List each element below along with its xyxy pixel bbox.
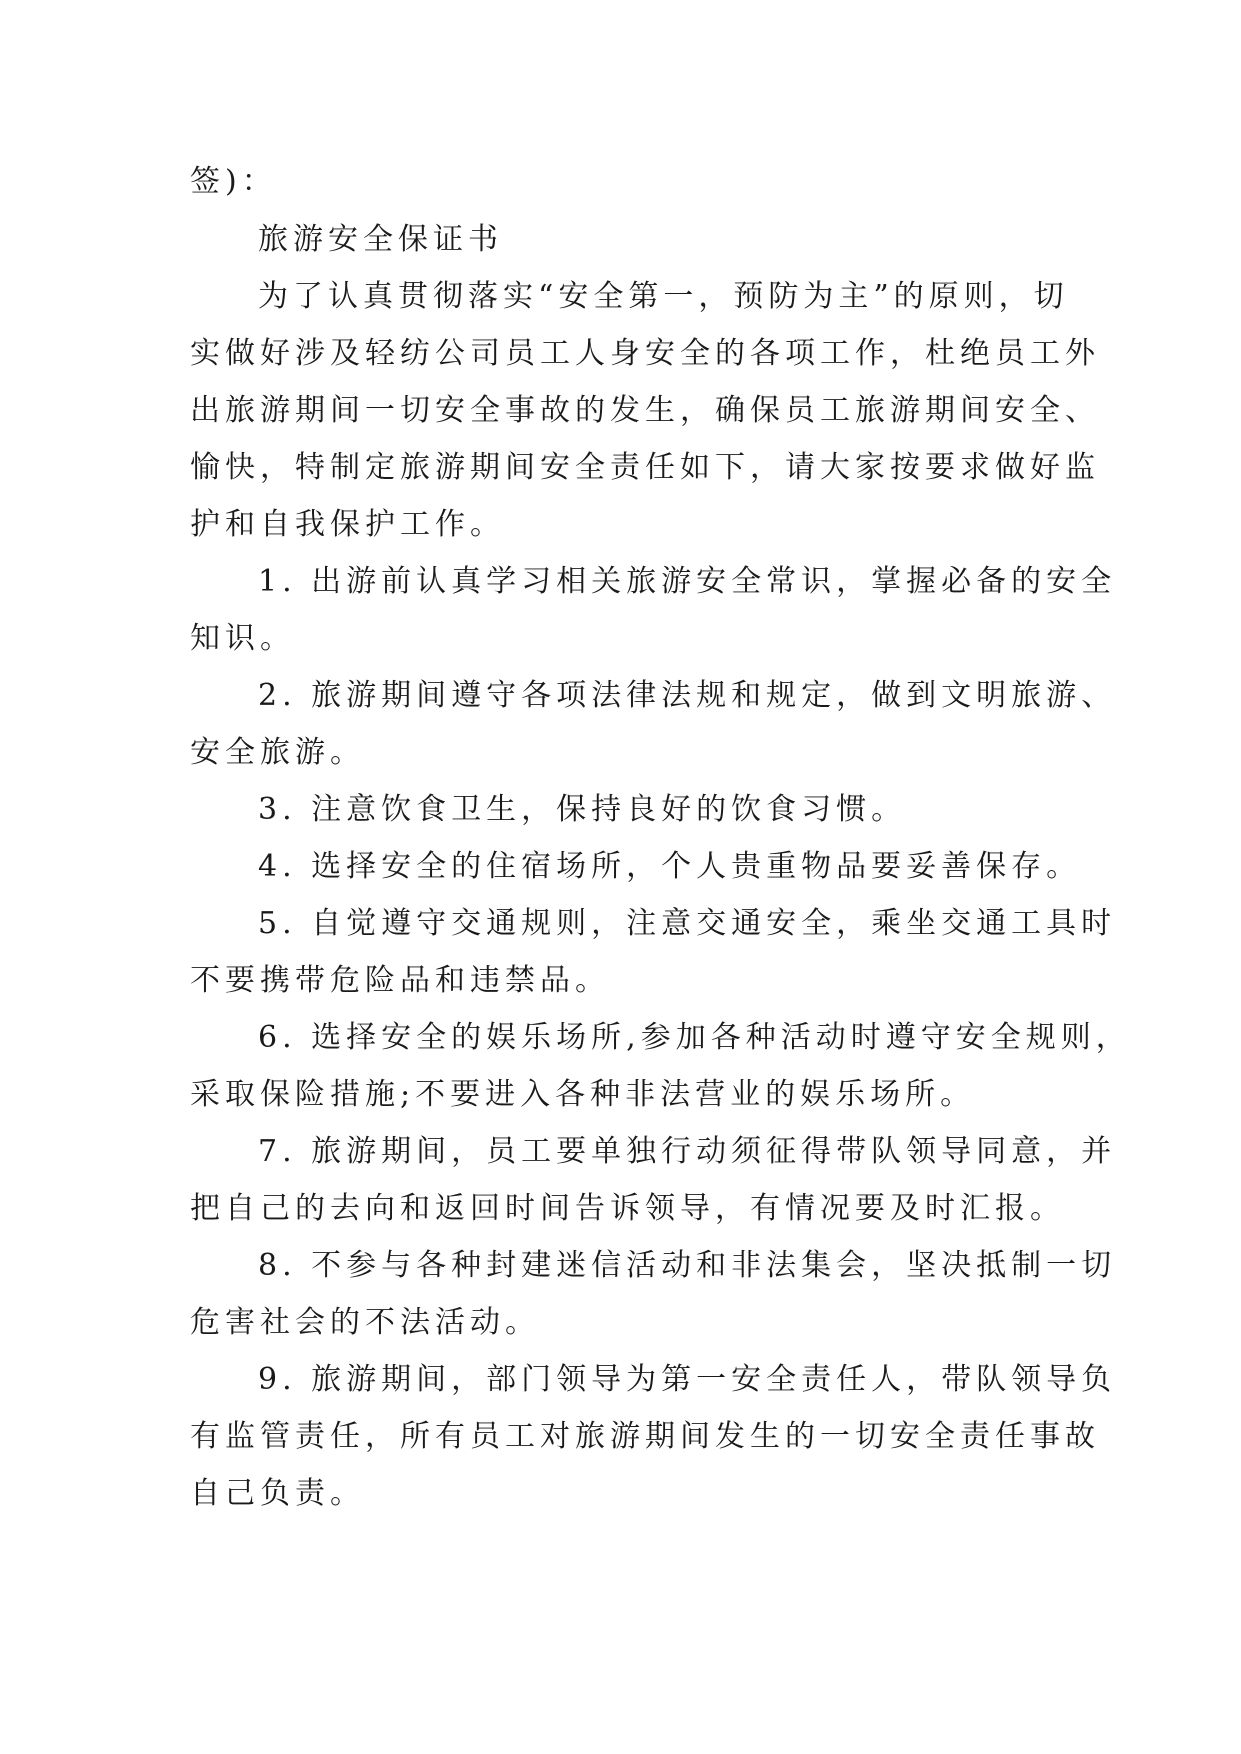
text-line: 出旅游期间一切安全事故的发生，确保员工旅游期间安全、	[190, 393, 1100, 428]
text-line: 愉快，特制定旅游期间安全责任如下，请大家按要求做好监	[190, 450, 1100, 485]
list-item: 6. 选择安全的娱乐场所,参加各种活动时遵守安全规则，	[258, 1020, 1131, 1055]
text-line: 采取保险措施;不要进入各种非法营业的娱乐场所。	[190, 1077, 976, 1112]
text-line: 有监管责任，所有员工对旅游期间发生的一切安全责任事故	[190, 1419, 1100, 1454]
text-line: 不要携带危险品和违禁品。	[190, 963, 610, 998]
text-line: 把自己的去向和返回时间告诉领导，有情况要及时汇报。	[190, 1191, 1065, 1226]
list-item: 5. 自觉遵守交通规则，注意交通安全，乘坐交通工具时	[258, 906, 1117, 941]
list-item: 9. 旅游期间，部门领导为第一安全责任人，带队领导负	[258, 1362, 1117, 1397]
list-item: 3. 注意饮食卫生，保持良好的饮食习惯。	[258, 792, 907, 827]
list-item: 1. 出游前认真学习相关旅游安全常识，掌握必备的安全	[258, 564, 1117, 599]
document-title: 旅游安全保证书	[258, 222, 503, 257]
list-item: 7. 旅游期间，员工要单独行动须征得带队领导同意，并	[258, 1134, 1117, 1169]
text-line: 知识。	[190, 621, 295, 656]
text-line: 安全旅游。	[190, 735, 365, 770]
text-line: 为了认真贯彻落实“安全第一，预防为主”的原则，切	[258, 279, 1069, 314]
text-line: 签)：	[190, 164, 277, 199]
text-line: 护和自我保护工作。	[190, 507, 505, 542]
list-item: 2. 旅游期间遵守各项法律法规和规定，做到文明旅游、	[258, 678, 1117, 713]
list-item: 4. 选择安全的住宿场所，个人贵重物品要妥善保存。	[258, 849, 1082, 884]
text-line: 危害社会的不法活动。	[190, 1305, 540, 1340]
text-line: 自己负责。	[190, 1476, 365, 1511]
text-line: 实做好涉及轻纺公司员工人身安全的各项工作，杜绝员工外	[190, 336, 1100, 371]
list-item: 8. 不参与各种封建迷信活动和非法集会，坚决抵制一切	[258, 1248, 1117, 1283]
